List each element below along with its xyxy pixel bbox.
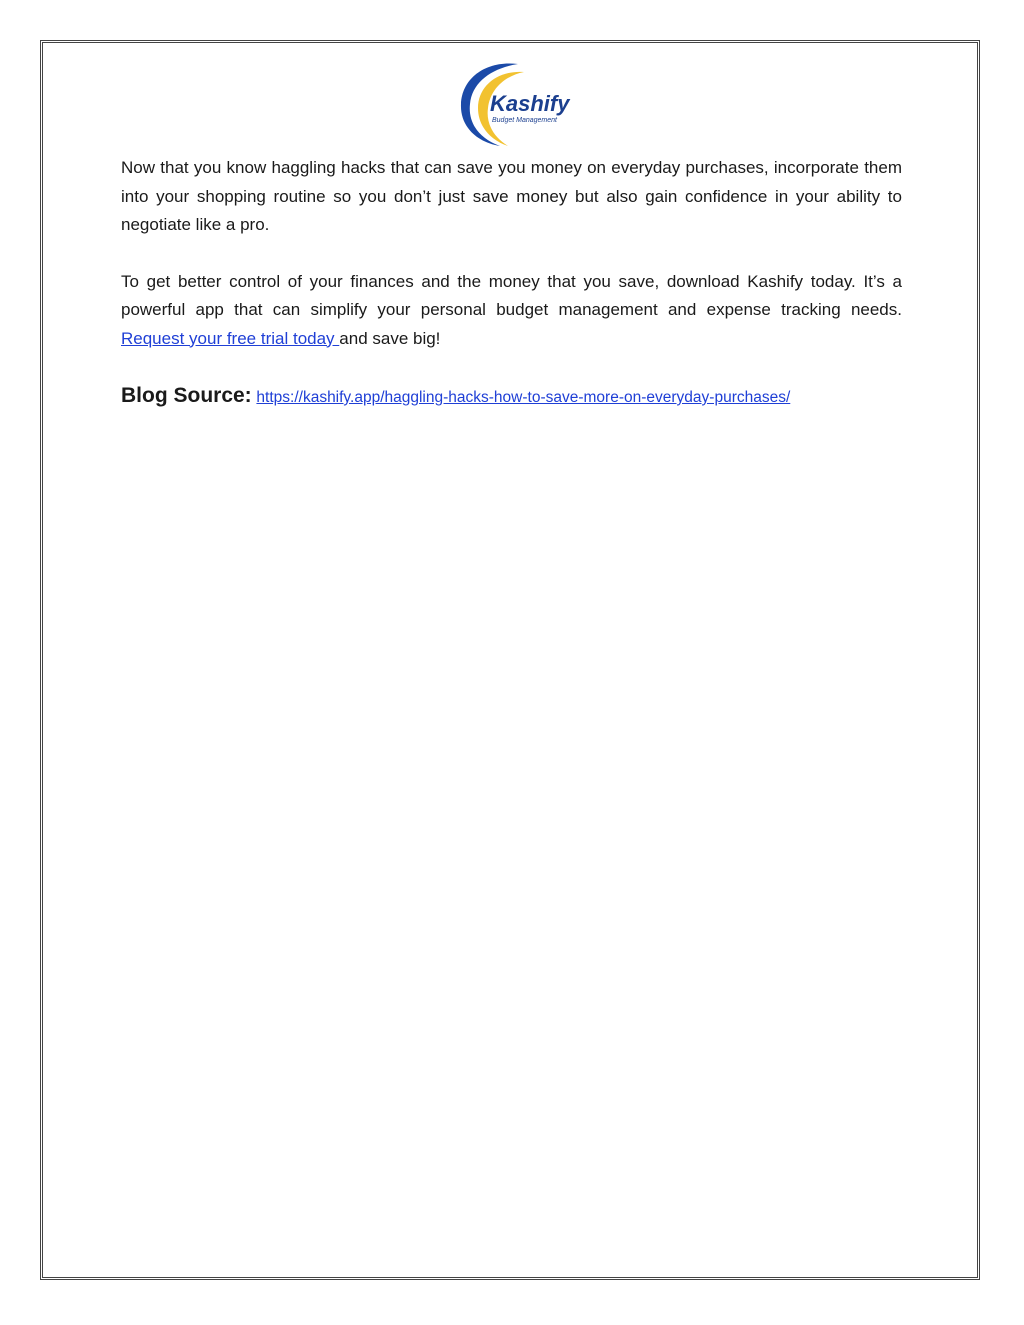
paragraph-conclusion: Now that you know haggling hacks that can save you money on everyday purchases, incorporate them into your shopping routine so you don’t just save money but also gain confidence in your ability to negotiate like a pro. xyxy=(121,158,902,234)
logo-brand-text: Kashify xyxy=(490,91,570,116)
blog-source xyxy=(121,382,902,413)
blog-source-url-link[interactable]: https://kashify.app/haggling-hacks-how-to-save-more-on-everyday-purchases/ xyxy=(256,389,791,406)
cta-text-after: and save big! xyxy=(339,328,441,348)
kashify-logo xyxy=(456,60,572,148)
document-body xyxy=(121,154,902,413)
blog-source-label: Blog Source: xyxy=(121,384,252,407)
cta-text-before: To get better control of your finances and the money that you save, download Kashify today. It’s a powerful app that can simplify your personal budget management and expense tracking needs. xyxy=(121,271,902,319)
free-trial-link[interactable]: Request your free trial today xyxy=(121,328,340,348)
paragraph-call-to-action xyxy=(121,268,902,354)
logo-tagline-text: Budget Management xyxy=(492,117,557,124)
